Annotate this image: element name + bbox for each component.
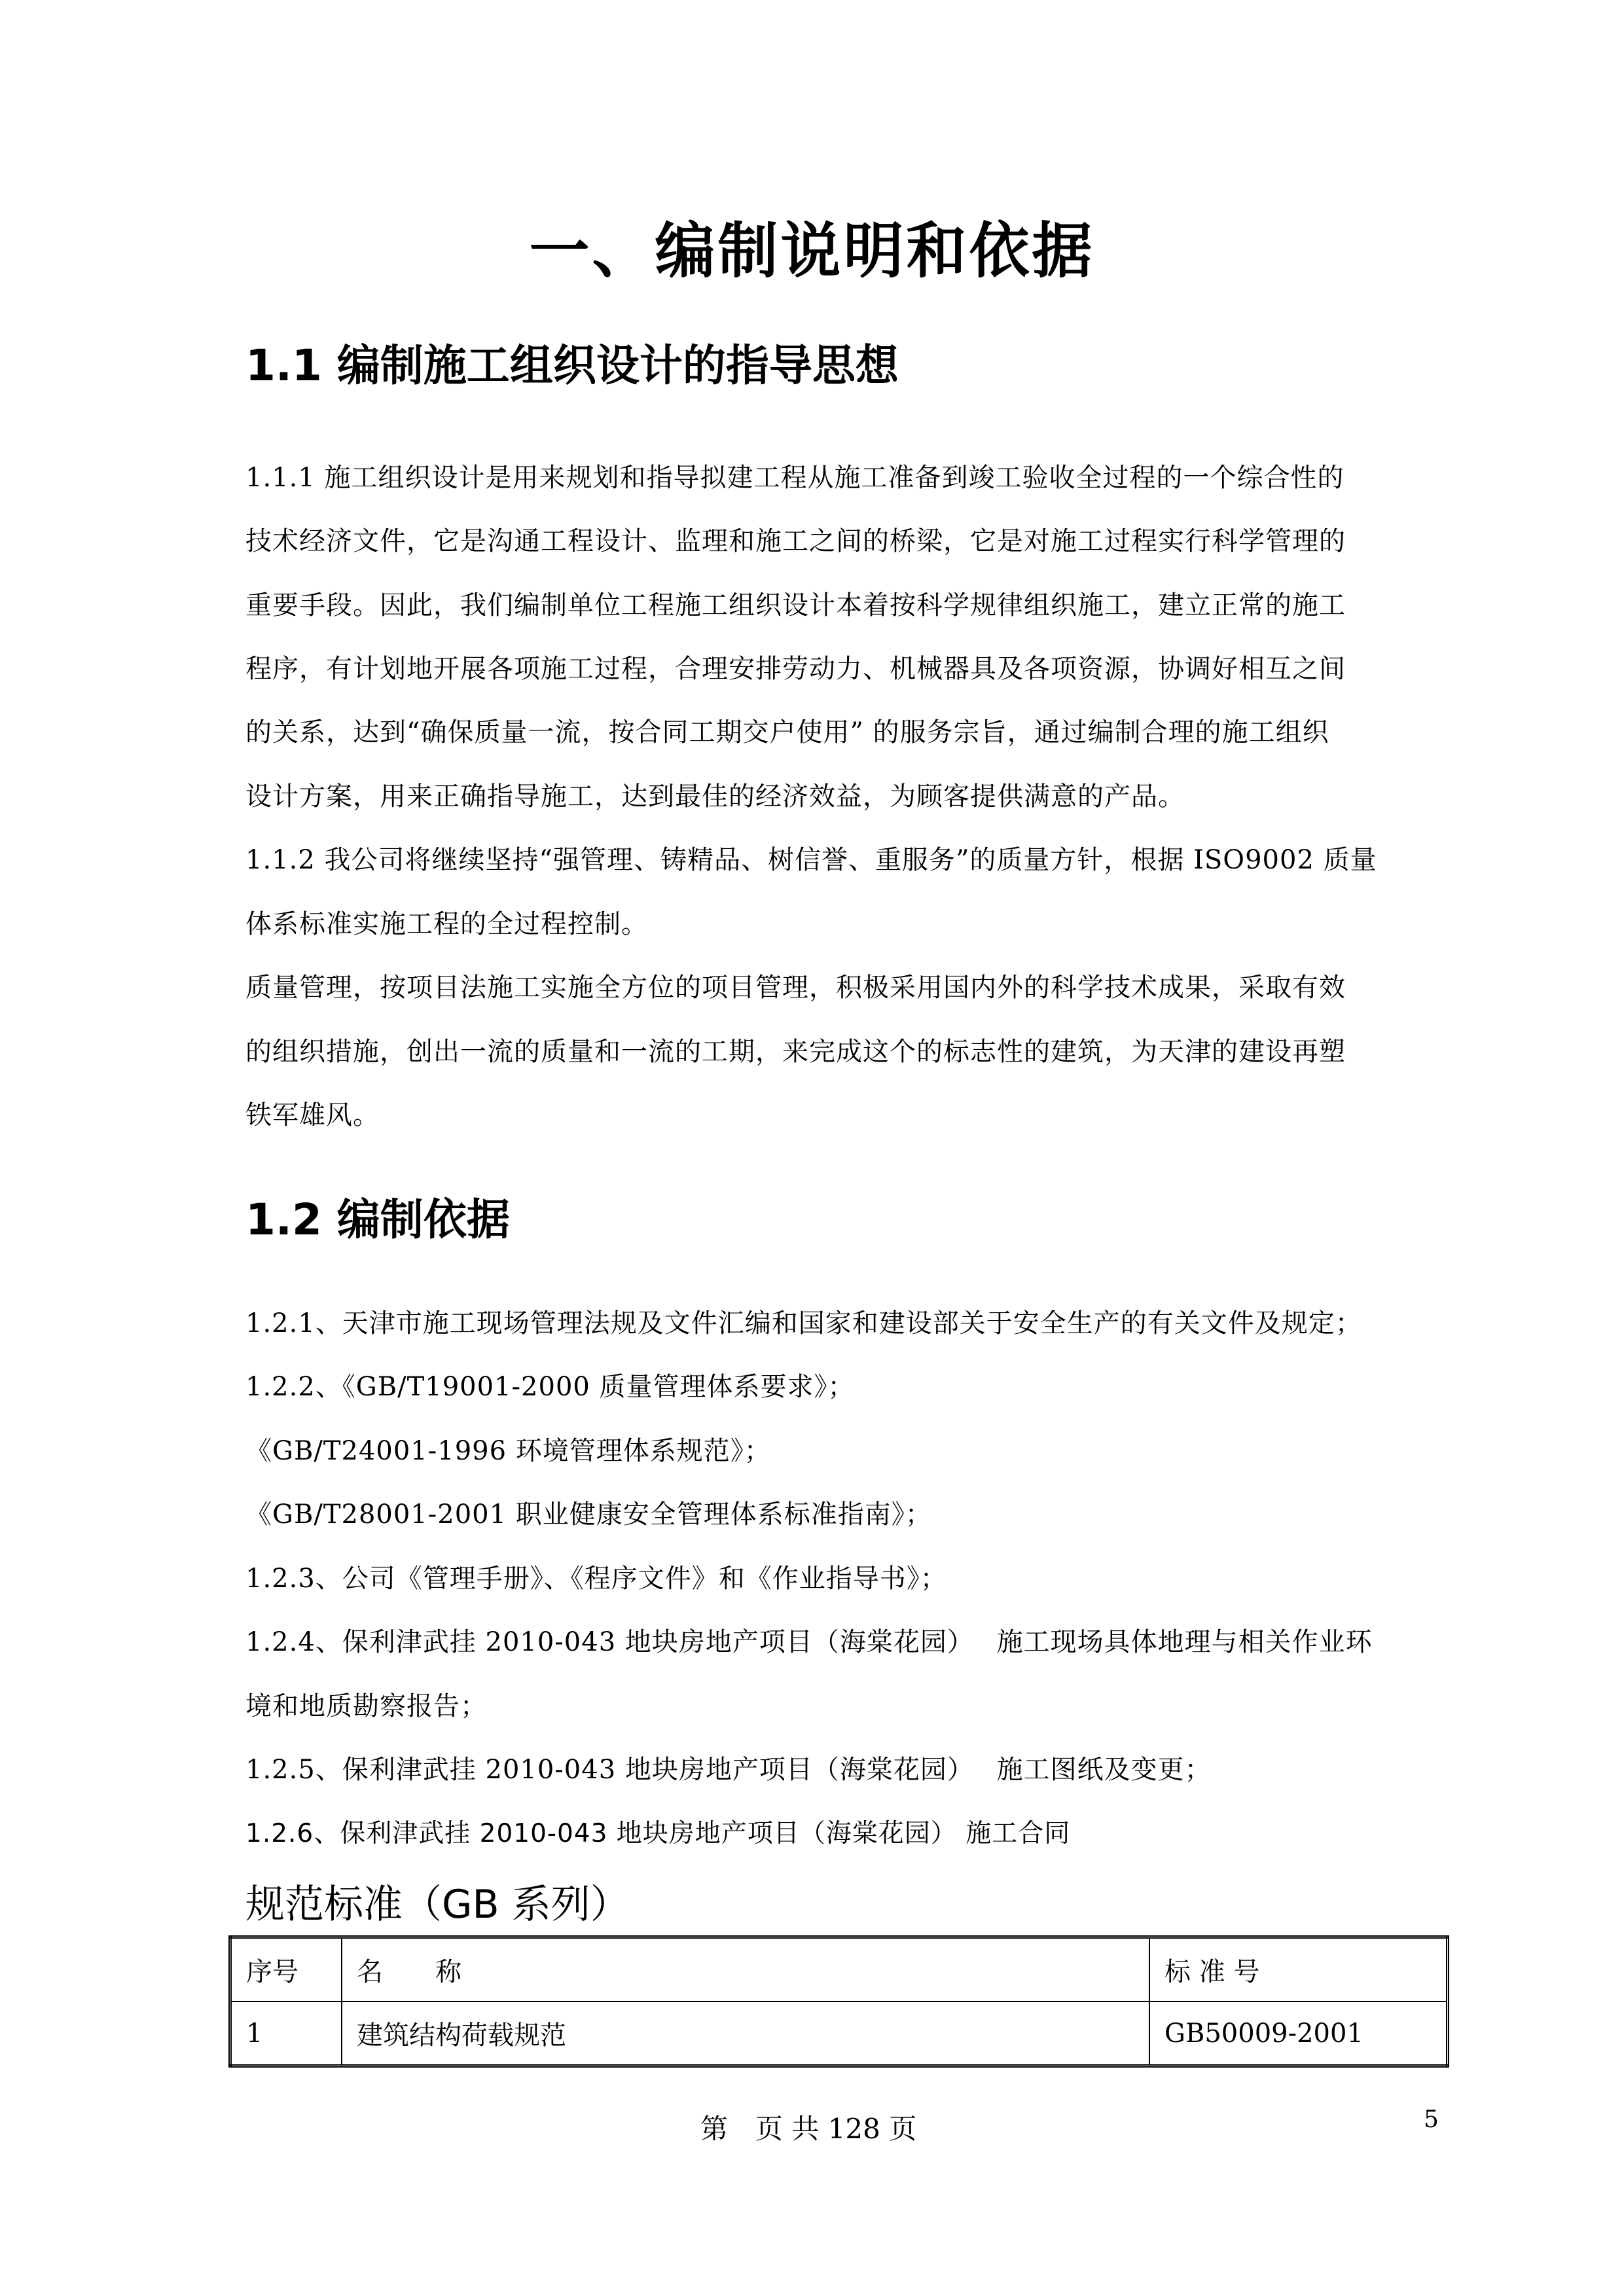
basis-item: 1.2.4、保利津武挂 2010-043 地块房地产项目（海棠花园） 施工现场具体地理与相关作业环: [245, 1627, 1373, 1657]
paragraph-line: 铁军雄风。: [245, 1100, 380, 1130]
paragraph-line: 重要手段。因此，我们编制单位工程施工组织设计本着按科学规律组织施工，建立正常的施工: [245, 590, 1346, 620]
section-heading-1-2: 1.2 编制依据: [245, 1194, 510, 1245]
paragraph-line: 的组织措施，创出一流的质量和一流的工期，来完成这个的标志性的建筑，为天津的建设再塑: [245, 1037, 1346, 1067]
header-cell-code: 标 准 号: [1149, 1937, 1448, 2002]
basis-item: 1.2.6、保利津武挂 2010-043 地块房地产项目（海棠花园） 施工合同: [245, 1819, 1071, 1848]
paragraph-line: 1.1.1 施工组织设计是用来规划和指导拟建工程从施工准备到竣工验收全过程的一个综合性的: [245, 463, 1344, 493]
basis-item: 1.2.3、公司《管理手册》、《程序文件》和《作业指导书》；: [245, 1564, 947, 1594]
basis-item: 《GB/T24001-1996 环境管理体系规范》；: [245, 1436, 771, 1466]
section-heading-1-1: 1.1 编制施工组织设计的指导思想: [245, 340, 899, 391]
basis-item: 境和地质勘察报告；: [245, 1691, 487, 1721]
paragraph-line: 质量管理，按项目法施工实施全方位的项目管理，积极采用国内外的科学技术成果，采取有效: [245, 973, 1346, 1003]
basis-item: 1.2.1、天津市施工现场管理法规及文件汇编和国家和建设部关于安全生产的有关文件及规定；: [245, 1308, 1362, 1338]
paragraph-line: 技术经济文件，它是沟通工程设计、监理和施工之间的桥梁，它是对施工过程实行科学管理的: [245, 526, 1346, 556]
header-cell-index: 序号: [230, 1937, 342, 2002]
table-row: [230, 2001, 1448, 2066]
basis-item: 《GB/T28001-2001 职业健康安全管理体系标准指南》；: [245, 1499, 932, 1530]
page-title: 一、编制说明和依据: [529, 216, 1095, 286]
paragraph-line: 1.1.2 我公司将继续坚持“强管理、铸精品、树信誉、重服务”的质量方针，根据 ISO9002 质量: [245, 845, 1377, 875]
page-footer: 第 页 共 128 页: [700, 2113, 917, 2145]
basis-item: 1.2.2、《GB/T19001-2000 质量管理体系要求》；: [245, 1372, 855, 1402]
cell-name: 建筑结构荷载规范: [342, 2001, 1149, 2066]
paragraph-line: 体系标准实施工程的全过程控制。: [245, 909, 648, 939]
paragraph-line: 的关系，达到“确保质量一流，按合同工期交户使用” 的服务宗旨，通过编制合理的施工组织: [245, 717, 1329, 747]
table-header-row: [230, 1937, 1448, 2002]
page-number: 5: [1424, 2106, 1439, 2133]
standards-title: 规范标准（GB 系列）: [245, 1882, 630, 1928]
paragraph-line: 设计方案，用来正确指导施工，达到最佳的经济效益，为顾客提供满意的产品。: [245, 781, 1185, 812]
header-cell-name: 名 称: [342, 1937, 1149, 2002]
basis-item: 1.2.5、保利津武挂 2010-043 地块房地产项目（海棠花园） 施工图纸及变更；: [245, 1755, 1212, 1785]
standards-table: [228, 1935, 1449, 2068]
cell-index: 1: [230, 2001, 342, 2066]
cell-code: GB50009-2001: [1149, 2001, 1448, 2066]
paragraph-line: 程序，有计划地开展各项施工过程，合理安排劳动力、机械器具及各项资源，协调好相互之间: [245, 654, 1346, 684]
